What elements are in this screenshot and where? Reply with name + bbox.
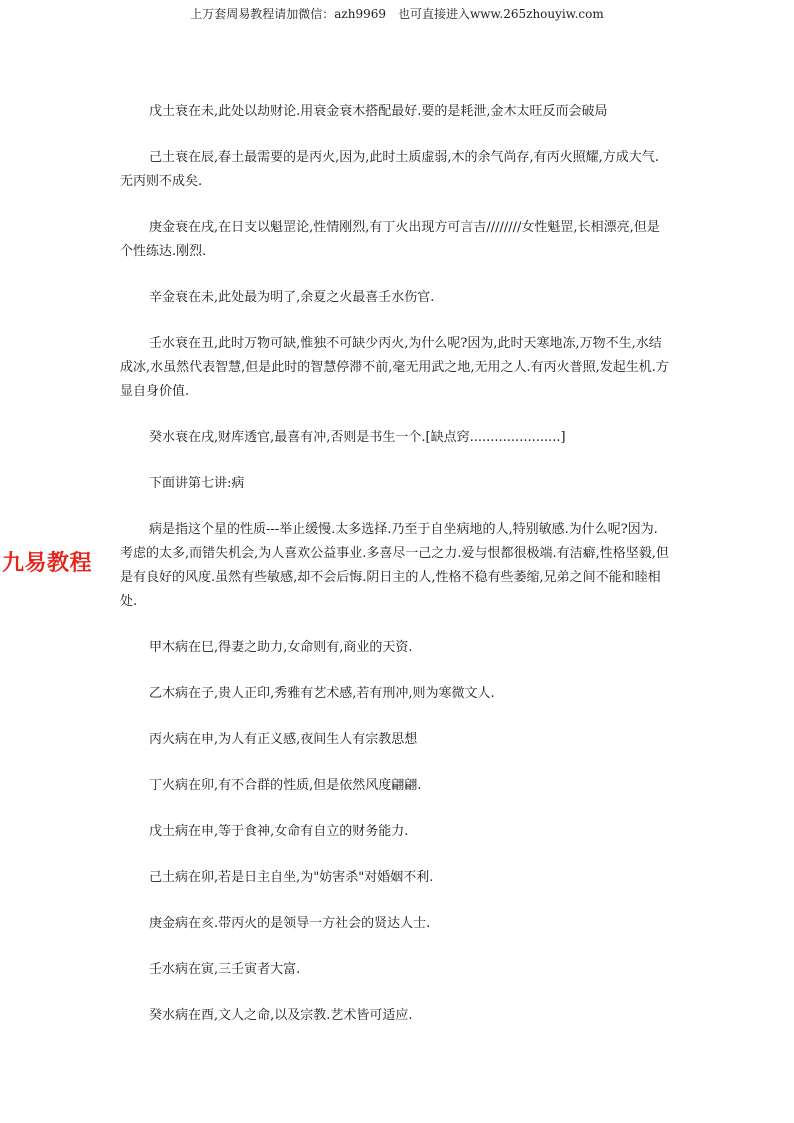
paragraph-gui-water-bing: 癸水病在酉,文人之命,以及宗教.艺术皆可适应. <box>149 1008 413 1023</box>
paragraph-ren-water-shuai: 壬水衰在丑,此时万物可缺,惟独不可缺少丙火,为什么呢?因为,此时天寒地冻,万物不生,水结成冰,水虽然代表智慧,但是此时的智慧停滞不前,毫无用武之地,无用之人.有丙火普照,发起生机.方显自身价值. <box>120 336 669 399</box>
paragraph-jia-wood-bing: 甲木病在巳,得妻之助力,女命则有,商业的天资. <box>149 640 413 655</box>
paragraph-bing-definition: 病是指这个星的性质---举止缓慢.太多选择.乃至于自坐病地的人,特别敏感.为什么呢?因为.考虑的太多,而错失机会,为人喜欢公益事业.多喜尽一己之力.爱与恨都很极端.有洁癖,性格坚毅,但是有良好的风度.虽然有些敏感,却不会后悔.阴日主的人,性格不稳有些萎缩,兄弟之间不能和睦相处. <box>120 522 669 609</box>
page-header: 上万套周易教程请加微信：azh9969 也可直接进入www.265zhouyiw.com <box>190 7 604 21</box>
watermark-logo: 九易教程 <box>2 551 93 576</box>
paragraph-ji-earth-bing: 己土病在卯,若是日主自坐,为"妨害杀"对婚姻不利. <box>149 870 434 885</box>
paragraph-wu-earth-shuai: 戊土衰在未,此处以劫财论.用衰金衰木搭配最好.要的是耗泄,金木太旺反而会破局 <box>149 104 608 119</box>
paragraph-wu-earth-bing: 戊土病在申,等于食神,女命有自立的财务能力. <box>149 824 409 839</box>
paragraph-bing-fire-bing: 丙火病在申,为人有正义感,夜间生人有宗教思想 <box>149 732 418 747</box>
paragraph-geng-metal-shuai: 庚金衰在戌,在日支以魁罡论,性情刚烈,有丁火出现方可言吉////////女性魁罡,长相漂亮,但是个性练达.刚烈. <box>120 220 660 259</box>
document-body <box>120 100 670 1050</box>
paragraph-gui-water-shuai: 癸水衰在戌,财库透官,最喜有冲,否则是书生一个.[缺点窍......................] <box>149 430 566 445</box>
paragraph-ji-earth-shuai: 己土衰在辰,春土最需要的是丙火,因为,此时土质虚弱,木的余气尚存,有丙火照耀,方成大气.无丙则不成矣. <box>120 150 659 189</box>
section-heading-lecture-seven: 下面讲第七讲:病 <box>149 476 245 491</box>
paragraph-xin-metal-shuai: 辛金衰在未,此处最为明了,余夏之火最喜壬水伤官. <box>149 290 435 305</box>
paragraph-ding-fire-bing: 丁火病在卯,有不合群的性质,但是依然风度翩翩. <box>149 778 422 793</box>
paragraph-yi-wood-bing: 乙木病在子,贵人正印,秀雅有艺术感,若有刑冲,则为寒微文人. <box>149 686 495 701</box>
paragraph-ren-water-bing: 壬水病在寅,三壬寅者大富. <box>149 962 301 977</box>
paragraph-geng-metal-bing: 庚金病在亥.带丙火的是领导一方社会的贤达人士. <box>149 916 431 931</box>
